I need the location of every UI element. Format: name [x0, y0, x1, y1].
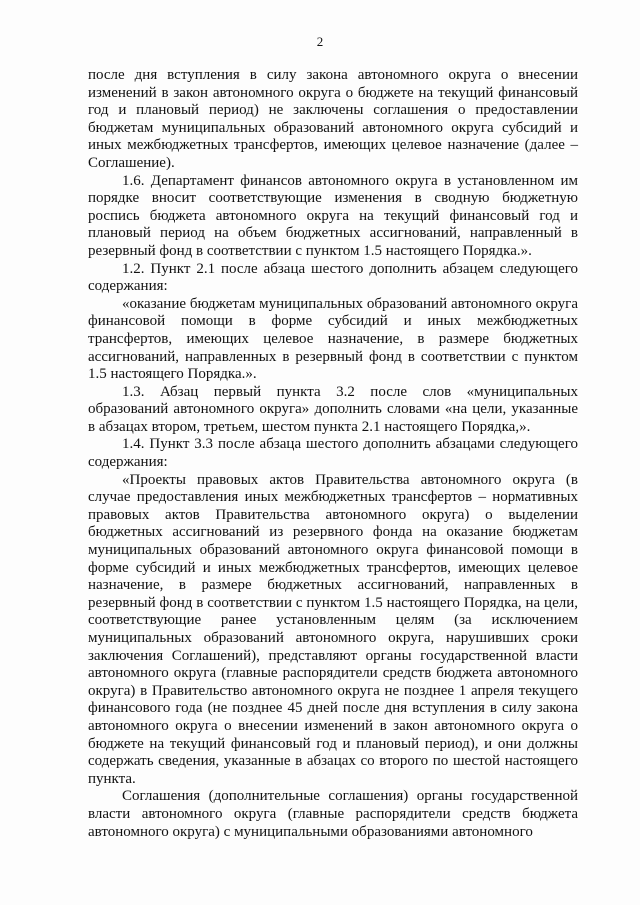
paragraph-agreements: Соглашения (дополнительные соглашения) органы государственной власти автономного округа (главные распорядители средств бюджета автономного округа) с муниципальными образованиями автономного	[88, 788, 578, 840]
document-body	[88, 67, 578, 841]
paragraph-item-1-3: 1.3. Абзац первый пункта 3.2 после слов «муниципальных образований автономного округа» дополнить словами «на цели, указанные в абзацах втором, третьем, шестом пункта 2.1 настоящего Порядка,».	[88, 383, 578, 435]
paragraph-item-1-4: 1.4. Пункт 3.3 после абзаца шестого дополнить абзацами следующего содержания:	[88, 436, 578, 471]
paragraph-item-1-6: 1.6. Департамент финансов автономного округа в установленном им порядке вносит соответствующие изменения в сводную бюджетную роспись бюджета автономного округа на текущий финансовый год и плановый период на объем бюджетных ассигнований, направленный в резервный фонд в соответствии с пунктом 1.5 настоящего Порядка.».	[88, 172, 578, 259]
paragraph-item-1-2: 1.2. Пункт 2.1 после абзаца шестого дополнить абзацем следующего содержания:	[88, 260, 578, 295]
page-number: 2	[316, 34, 324, 49]
paragraph-quote-2: «Проекты правовых актов Правительства автономного округа (в случае предоставления иных межбюджетных трансфертов – нормативных правовых актов Правительства автономного округа) о выделении бюджетных ассигнований из резервного фонда на оказание бюджетам муниципальных образований автономного округа финансовой помощи в форме субсидий и иных межбюджетных трансфертов, имеющих целевое назначение, в размере бюджетных ассигнований, направленных в резервный фонд в соответствии с пунктом 1.5 настоящего Порядка, на цели, соответствующие ранее установленным целям (за исключением муниципальных образований автономного округа, нарушивших сроки заключения Соглашений), представляют органы государственной власти автономного округа (главные распорядители средств бюджета автономного округа) в Правительство автономного округа не позднее 1 апреля текущего финансового года (не позднее 45 дней после дня вступления в силу закона автономного округа о внесении изменений в закон автономного округа о бюджете на текущий финансовый год и плановый период), и они должны содержать сведения, указанные в абзацах со второго по шестой настоящего пункта.	[88, 471, 578, 787]
paragraph-quote-1: «оказание бюджетам муниципальных образований автономного округа финансовой помощи в форме субсидий и иных межбюджетных трансфертов, имеющих целевое назначение, в размере бюджетных ассигнований, направленных в резервный фонд в соответствии с пунктом 1.5 настоящего Порядка.».	[88, 295, 578, 383]
paragraph-continuation: после дня вступления в силу закона автономного округа о внесении изменений в закон автономного округа о бюджете на текущий финансовый год и плановый период) не заключены соглашения о предоставлении бюджетам муниципальных образований автономного округа субсидий и иных межбюджетных трансфертов, имеющих целевое назначение (далее – Соглашение).	[88, 67, 578, 171]
